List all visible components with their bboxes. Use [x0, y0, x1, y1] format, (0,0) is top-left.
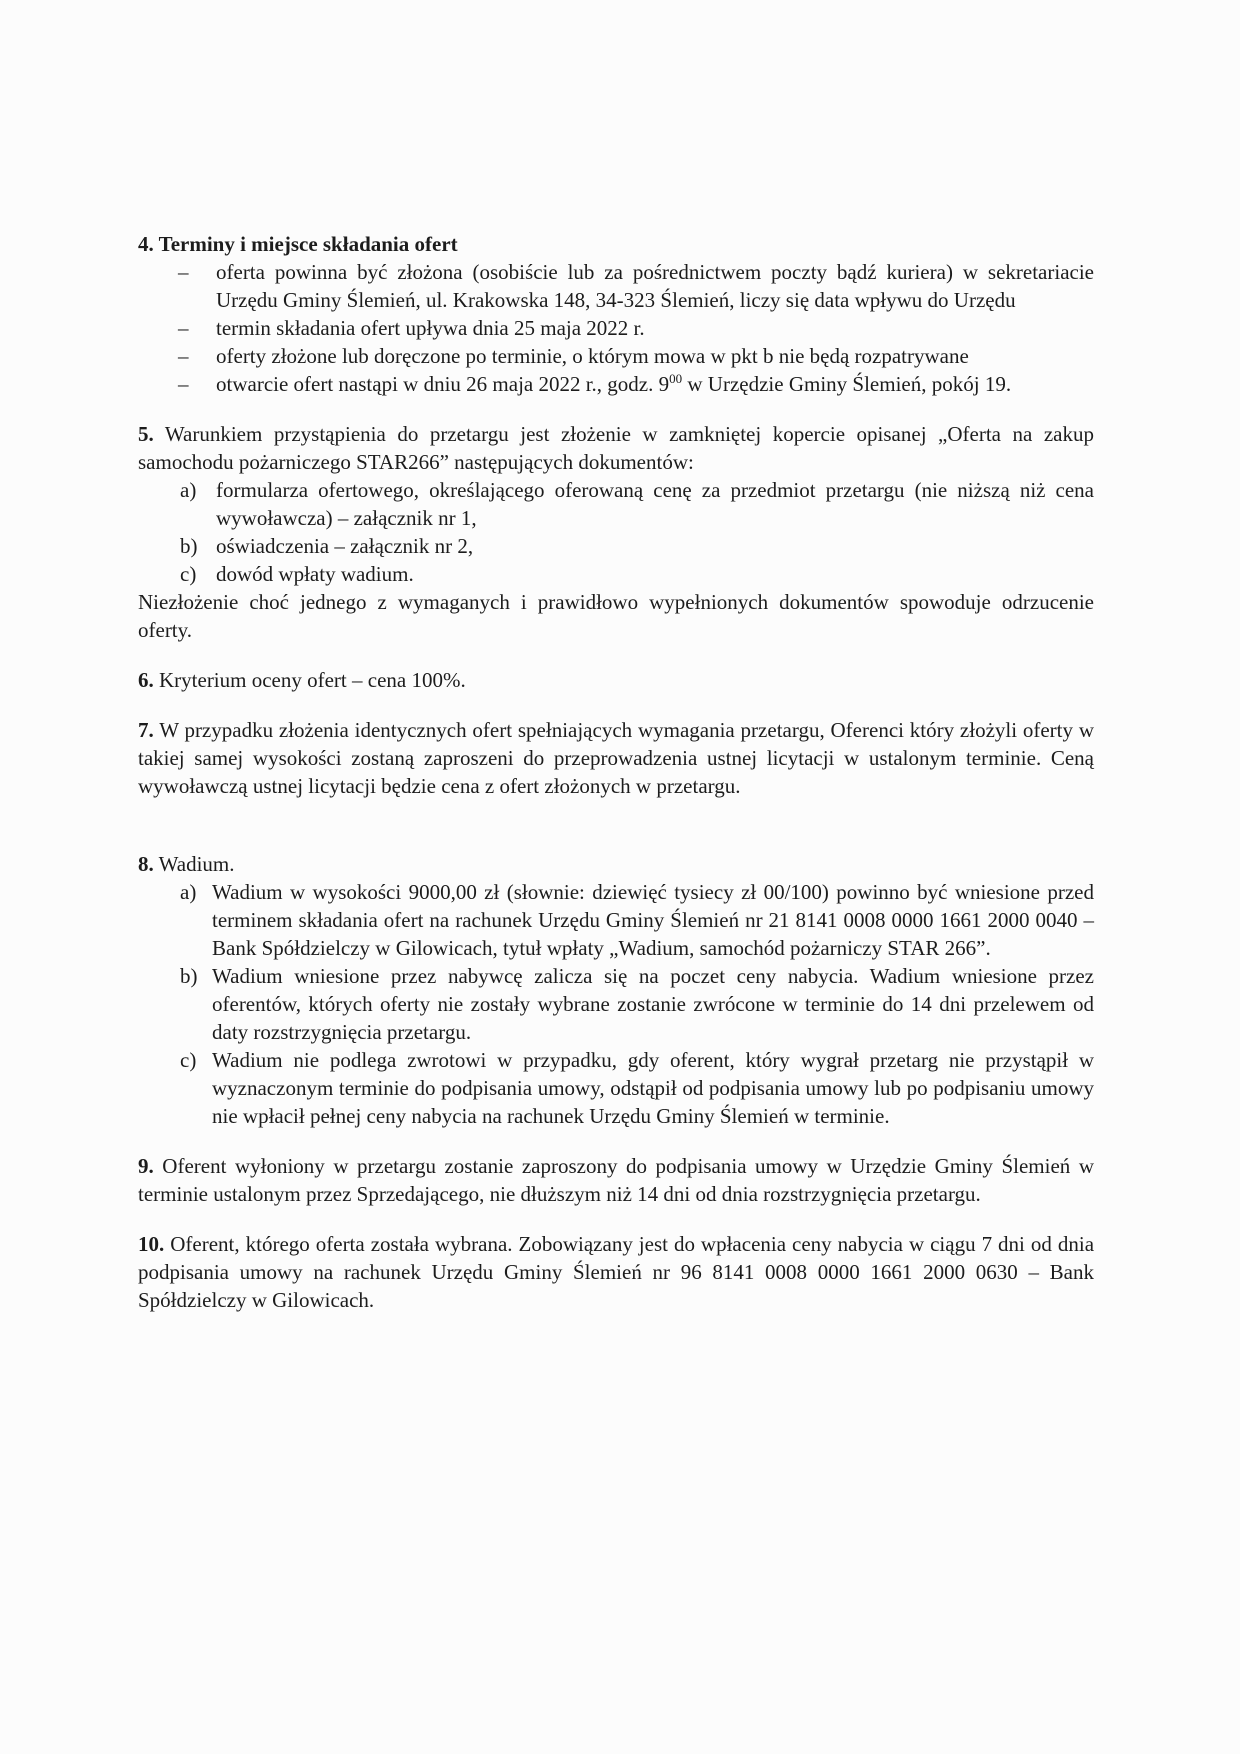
section-number: 7. — [138, 718, 154, 742]
list-item — [138, 560, 1094, 588]
list-marker: b) — [180, 964, 198, 988]
section-4-list — [138, 258, 1094, 398]
list-item-text-after: w Urzędzie Gminy Ślemień, pokój 19. — [682, 372, 1012, 396]
section-9 — [138, 1152, 1094, 1208]
list-marker: c) — [180, 562, 197, 586]
section-8-title-text: Wadium. — [158, 852, 235, 876]
list-item — [138, 314, 1094, 342]
list-item-text: formularza ofertowego, określającego oferowaną cenę za przedmiot przetargu (nie niższą niż cena wywoławcza) – załącznik nr 1, — [216, 478, 1094, 530]
list-item-text-before: otwarcie ofert nastąpi w dniu 26 maja 2022 r., godz. 9 — [216, 372, 670, 396]
list-marker: b) — [180, 534, 198, 558]
section-number: 5. — [138, 422, 154, 446]
dash-marker: – — [178, 316, 189, 340]
section-9-text: Oferent wyłoniony w przetargu zostanie zaproszony do podpisania umowy w Urzędzie Gminy Ślemień w terminie ustalonym przez Sprzedającego, nie dłuższym niż 14 dni od dnia rozstrzygnięcia przetargu. — [138, 1154, 1095, 1206]
list-item-text: Wadium nie podlega zwrotowi w przypadku, gdy oferent, który wygrał przetarg nie przystąpił w wyznaczonym terminie do podpisania umowy, odstąpił od podpisania umowy lub po podpisaniu umowy nie wpłacił pełnej ceny nabycia na rachunek Urzędu Gminy Ślemień w terminie. — [212, 1048, 1094, 1128]
list-item-text: dowód wpłaty wadium. — [216, 562, 414, 586]
list-item-text: oferta powinna być złożona (osobiście lub za pośrednictwem poczty bądź kuriera) w sekretariacie Urzędu Gminy Ślemień, ul. Krakowska 148, 34-323 Ślemień, liczy się data wpływu do Urzędu — [216, 260, 1094, 312]
section-number: 8. — [138, 852, 154, 876]
section-number: 9. — [138, 1154, 154, 1178]
list-item — [138, 1046, 1094, 1130]
dash-marker: – — [178, 344, 189, 368]
dash-marker: – — [178, 372, 189, 396]
section-5 — [138, 420, 1094, 644]
list-item-text: oświadczenia – załącznik nr 2, — [216, 534, 474, 558]
list-item — [138, 532, 1094, 560]
time-superscript: 00 — [669, 371, 683, 386]
section-number: 6. — [138, 668, 154, 692]
section-5-closing: Niezłożenie choć jednego z wymaganych i prawidłowo wypełnionych dokumentów spowoduje odrzucenie oferty. — [138, 590, 1094, 642]
section-7-text: W przypadku złożenia identycznych ofert spełniających wymagania przetargu, Oferenci który złożyli oferty w takiej samej wysokości zostaną zaproszeni do przeprowadzenia ustnej licytacji w ustalonym terminie. Ceną wywoławczą ustnej licytacji będzie cena z ofert złożonych w przetargu. — [138, 718, 1094, 798]
list-item-text: oferty złożone lub doręczone po terminie, o którym mowa w pkt b nie będą rozpatrywane — [216, 344, 969, 368]
list-item-text: Wadium wniesione przez nabywcę zalicza się na poczet ceny nabycia. Wadium wniesione przez oferentów, których oferty nie zostały wybrane zostanie zwrócone w terminie do 14 dni przelewem od daty rozstrzygnięcia przetargu. — [212, 964, 1094, 1044]
list-marker: a) — [180, 478, 197, 502]
list-item-text: Wadium w wysokości 9000,00 zł (słownie: dziewięć tysiecy zł 00/100) powinno być wniesione przed terminem składania ofert na rachunek Urzędu Gminy Ślemień nr 21 8141 0008 0000 1661 2000 0040 – Bank Spółdzielczy w Gilowicach, tytuł wpłaty „Wadium, samochód pożarniczy STAR 266”. — [212, 880, 1094, 960]
list-item — [138, 258, 1094, 314]
dash-marker: – — [178, 260, 189, 284]
section-10-text: Oferent, którego oferta została wybrana. Zobowiązany jest do wpłacenia ceny nabycia w ciągu 7 dni od dnia podpisania umowy na rachunek Urzędu Gminy Ślemień nr 96 8141 0008 0000 1661 2000 0630 – Bank Spółdzielczy w Gilowicach. — [138, 1232, 1095, 1312]
section-8-title — [138, 850, 1094, 878]
list-item — [138, 370, 1094, 398]
section-8-list — [138, 878, 1094, 1130]
section-number: 10. — [138, 1232, 165, 1256]
list-item — [138, 476, 1094, 532]
section-5-text: Warunkiem przystąpienia do przetargu jest złożenie w zamkniętej kopercie opisanej „Oferta na zakup samochodu pożarniczego STAR266” następujących dokumentów: — [138, 422, 1094, 474]
list-item — [138, 342, 1094, 370]
section-4 — [138, 230, 1094, 398]
document-body — [138, 230, 1094, 1314]
list-item — [138, 962, 1094, 1046]
section-5-intro — [138, 420, 1094, 476]
section-10 — [138, 1230, 1094, 1314]
section-6-text: Kryterium oceny ofert – cena 100%. — [159, 668, 466, 692]
section-8 — [138, 850, 1094, 1130]
list-item-text: termin składania ofert upływa dnia 25 maja 2022 r. — [216, 316, 645, 340]
section-7 — [138, 716, 1094, 800]
list-marker: a) — [180, 880, 197, 904]
section-4-heading: 4. Terminy i miejsce składania ofert — [138, 232, 458, 256]
section-5-list — [138, 476, 1094, 588]
section-6 — [138, 666, 1094, 694]
list-item — [138, 878, 1094, 962]
list-marker: c) — [180, 1048, 197, 1072]
